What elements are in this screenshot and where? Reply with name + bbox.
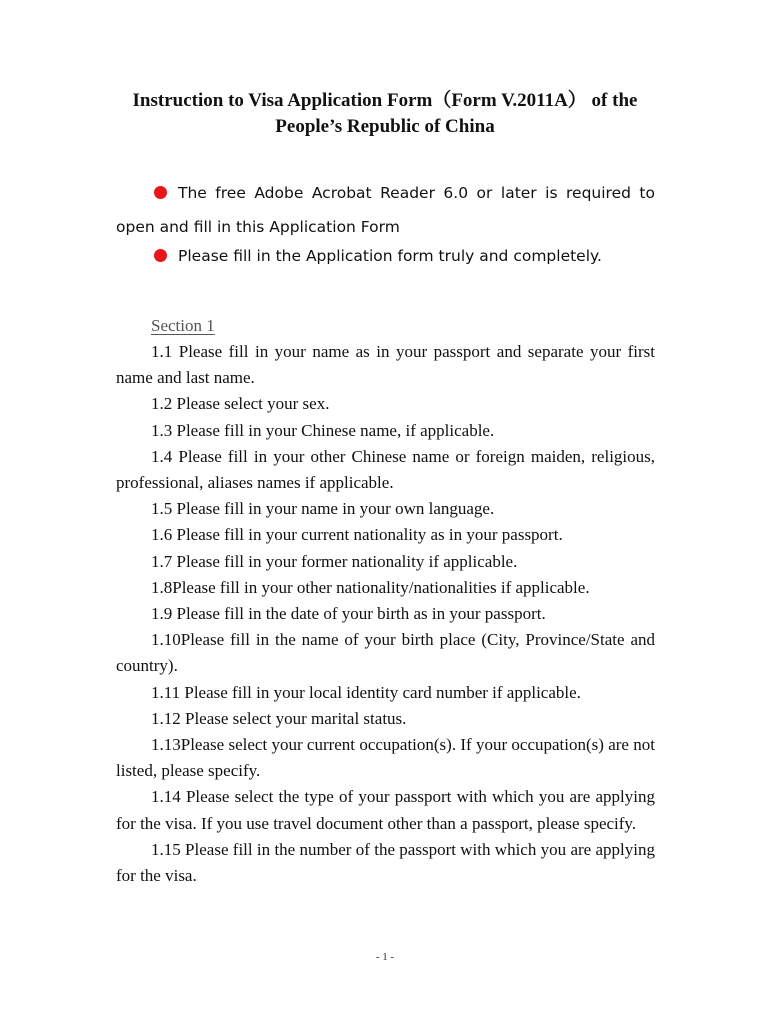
instruction-item-1-5: 1.5 Please fill in your name in your own language. xyxy=(151,499,495,519)
title-line-1: Instruction to Visa Application Form（Form V.2011A） of the xyxy=(132,90,638,111)
bullet-item-acrobat xyxy=(116,176,655,244)
instruction-list xyxy=(116,339,655,889)
instruction-item-1-10: 1.10Please fill in the name of your birth place (City, Province/State and country). xyxy=(116,630,655,676)
instruction-item-1-7: 1.7 Please fill in your former nationality if applicable. xyxy=(151,551,518,571)
instruction-item-1-11: 1.11 Please fill in your local identity card number if applicable. xyxy=(151,682,581,702)
instruction-item-1-8: 1.8Please fill in your other nationality/nationalities if applicable. xyxy=(151,577,590,597)
bullet-text: Please fill in the Application form truly and completely. xyxy=(178,247,602,265)
instruction-item-1-9: 1.9 Please fill in the date of your birth as in your passport. xyxy=(151,604,546,624)
bullet-text: The free Adobe Acrobat Reader 6.0 or later is required to open and fill in this Application Form xyxy=(116,184,655,236)
instruction-item-1-15: 1.15 Please fill in the number of the passport with which you are applying for the visa. xyxy=(116,839,655,886)
document-title xyxy=(100,88,670,140)
instruction-item-1-1: 1.1 Please fill in your name as in your passport and separate your first name and last name. xyxy=(116,342,655,388)
instruction-item-1-14: 1.14 Please select the type of your passport with which you are applying for the visa. If you use travel document other than a passport, please specify. xyxy=(116,787,655,833)
instruction-item-1-6: 1.6 Please fill in your current nationality as in your passport. xyxy=(151,525,563,545)
instruction-item-1-4: 1.4 Please fill in your other Chinese name or foreign maiden, religious, professional, aliases names if applicable. xyxy=(116,446,655,493)
instruction-item-1-13: 1.13Please select your current occupation(s). If your occupation(s) are not listed, please specify. xyxy=(116,735,655,781)
instruction-item-1-2: 1.2 Please select your sex. xyxy=(151,394,330,414)
instruction-item-1-3: 1.3 Please fill in your Chinese name, if applicable. xyxy=(151,420,495,440)
red-bullet-icon xyxy=(154,186,167,199)
title-line-2: People’s Republic of China xyxy=(275,116,495,137)
instruction-item-1-12: 1.12 Please select your marital status. xyxy=(151,708,407,728)
section-heading: Section 1 xyxy=(151,316,215,335)
red-bullet-icon xyxy=(154,249,167,262)
page-number: - 1 - xyxy=(375,951,395,963)
bullet-item-fill-truly xyxy=(116,243,655,269)
